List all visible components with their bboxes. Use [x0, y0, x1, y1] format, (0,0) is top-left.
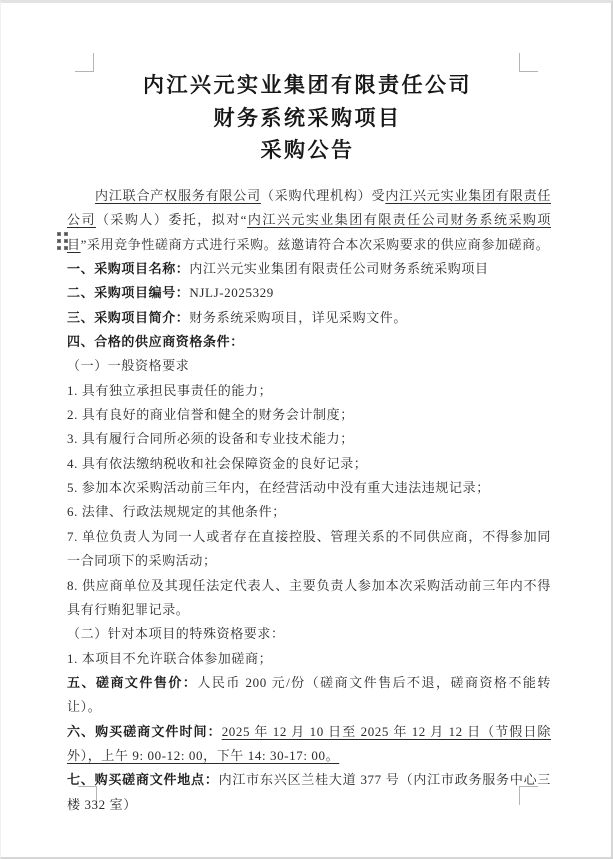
- text-run: 1. 具有独立承担民事责任的能力；: [67, 382, 273, 398]
- text-run: 8. 供应商单位及其现任法定代表人、主要负责人参加本次采购活动前三年内不得具有行贿犯罪记录。: [67, 577, 551, 617]
- underlined-text: 2025 年 12 月 10 日至 2025 年 12 月 12 日（节假日除外），上午 9: 00-12: 00，下午 14: 30-17: 00。: [67, 723, 551, 763]
- general-requirement-7: [67, 525, 551, 574]
- title-line-project: 财务系统采购项目: [213, 105, 402, 130]
- underlined-text: 内江兴元实业集团有限责任公司: [67, 188, 551, 228]
- intro-paragraph: [67, 184, 551, 257]
- title-line-announcement: 采购公告: [260, 138, 355, 162]
- item-project-brief: [67, 306, 551, 330]
- text-run: 人民币 200 元/份（磋商文件售后不退，磋商资格不能转让）。: [67, 674, 551, 715]
- document-body: [67, 184, 551, 817]
- text-run: NJLJ-2025329: [189, 285, 274, 301]
- item-label: 七、购买磋商文件地点：: [67, 772, 219, 788]
- text-run: 3. 具有履行合同所必须的设备和专业技术能力；: [67, 431, 354, 447]
- document-title: [1, 69, 613, 167]
- item-qualification-header: [67, 330, 551, 354]
- general-requirement-2: [67, 403, 551, 427]
- general-requirement-5: [67, 476, 551, 500]
- title-line-company: 内江兴元实业集团有限责任公司: [143, 73, 472, 97]
- text-run: （二）针对本项目的特殊资格要求：: [67, 626, 285, 642]
- underlined-text: 内江联合产权服务有限公司: [95, 188, 261, 203]
- text-run: （采购人）委托，拟对“: [95, 212, 248, 228]
- text-run: 1. 本项目不允许联合体参加磋商；: [67, 650, 273, 666]
- underlined-text: 内江兴元实业集团有限责任公司财务系统采购项目: [67, 212, 551, 252]
- general-requirement-3: [67, 427, 551, 451]
- text-run: 内江兴元实业集团有限责任公司财务系统采购项目: [189, 261, 489, 277]
- sub-special-requirements-header: [67, 622, 551, 646]
- item-project-number: [67, 281, 551, 305]
- item-document-price: [67, 671, 551, 720]
- item-label: 三、采购项目简介：: [67, 309, 190, 325]
- general-requirement-6: [67, 500, 551, 524]
- text-run: ”采用竞争性磋商方式进行采购。兹邀请符合本次采购要求的供应商参加磋商。: [80, 236, 550, 252]
- text-run: 财务系统采购项目，详见采购文件。: [189, 309, 408, 325]
- special-requirement-1: [67, 647, 551, 671]
- text-run: 2. 具有良好的商业信誉和健全的财务会计制度；: [67, 407, 354, 423]
- general-requirement-8: [67, 574, 551, 623]
- general-requirement-4: [67, 452, 551, 476]
- item-label: 四、合格的供应商资格条件：: [67, 334, 244, 350]
- sub-general-requirements-header: [67, 354, 551, 378]
- general-requirement-1: [67, 379, 551, 403]
- text-run: 4. 具有依法缴纳税收和社会保障资金的良好记录；: [67, 455, 368, 471]
- text-run: 6. 法律、行政法规规定的其他条件；: [67, 504, 286, 520]
- text-run: （采购代理机构）受: [260, 188, 386, 203]
- text-run: 7. 单位负责人为同一人或者存在直接控股、管理关系的不同供应商，不得参加同一合同项下的采购活动；: [67, 528, 551, 569]
- text-run: 5. 参加本次采购活动前三年内，在经营活动中没有重大违法违规记录；: [67, 480, 490, 496]
- item-document-purchase-time: [67, 720, 551, 769]
- item-label: 五、磋商文件售价：: [67, 674, 198, 690]
- text-run: 内江市东兴区兰桂大道 377 号（内江市政务服务中心三楼 332 室）: [67, 772, 551, 812]
- item-label: 一、采购项目名称：: [67, 261, 190, 277]
- item-label: 六、购买磋商文件时间：: [67, 723, 222, 739]
- item-label: 二、采购项目编号：: [67, 285, 190, 301]
- text-run: （一）一般资格要求: [67, 358, 190, 374]
- item-document-purchase-location: [67, 768, 551, 817]
- item-project-name: [67, 257, 551, 281]
